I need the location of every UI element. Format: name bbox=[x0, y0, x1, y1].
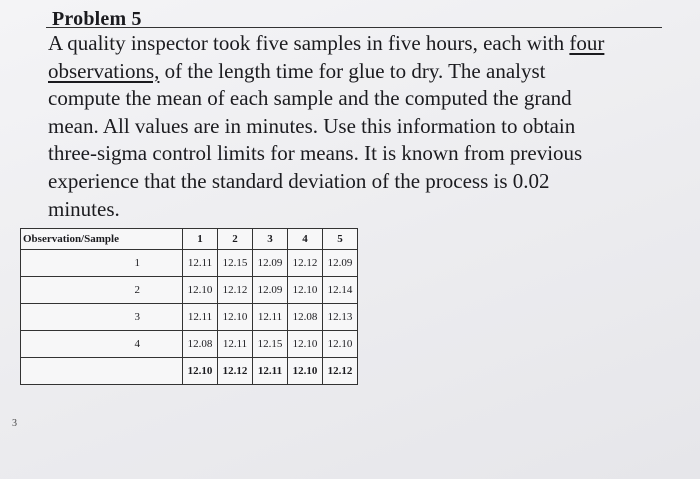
table-cell: 12.13 bbox=[323, 304, 358, 331]
statement-line: A quality inspector took five samples in five hours, each with four bbox=[48, 31, 605, 55]
table-cell: 12.09 bbox=[253, 277, 288, 304]
observations-table bbox=[20, 228, 358, 385]
statement-line: compute the mean of each sample and the computed the grand bbox=[48, 86, 572, 111]
table-cell: 12.10 bbox=[288, 358, 323, 385]
table-header-cell: 5 bbox=[323, 229, 358, 250]
statement-line: mean. All values are in minutes. Use this information to obtain bbox=[48, 113, 576, 138]
table-header-cell: 1 bbox=[183, 229, 218, 250]
table-cell: 12.15 bbox=[218, 250, 253, 277]
table-cell: 12.10 bbox=[288, 331, 323, 358]
table-cell: 12.11 bbox=[183, 304, 218, 331]
table-row bbox=[21, 277, 358, 304]
table-cell: 12.10 bbox=[218, 304, 253, 331]
table-header-cell: 2 bbox=[218, 229, 253, 250]
table-header-cell: 3 bbox=[253, 229, 288, 250]
table-cell: 12.08 bbox=[288, 304, 323, 331]
table-cell: 12.15 bbox=[253, 331, 288, 358]
problem-statement bbox=[48, 30, 670, 223]
table-header-row bbox=[21, 229, 358, 250]
table-cell: 12.12 bbox=[323, 358, 358, 385]
table-cell: 12.11 bbox=[218, 331, 253, 358]
table-cell: 12.11 bbox=[253, 304, 288, 331]
statement-line: observations, of the length time for glue to dry. The analyst bbox=[48, 58, 546, 83]
table-row bbox=[21, 331, 358, 358]
table-row bbox=[21, 250, 358, 277]
table-cell: 3 bbox=[21, 304, 183, 331]
table-row bbox=[21, 358, 358, 385]
table-cell: 12.11 bbox=[183, 250, 218, 277]
table-cell bbox=[21, 358, 183, 385]
table-cell: 12.10 bbox=[183, 277, 218, 304]
statement-line: three-sigma control limits for means. It is known from previous bbox=[48, 141, 583, 166]
table-header-cell: Observation/Sample bbox=[21, 229, 183, 250]
table-cell: 12.11 bbox=[253, 358, 288, 385]
problem-title: Problem 5 bbox=[52, 8, 142, 30]
table-cell: 12.09 bbox=[323, 250, 358, 277]
table-cell: 12.10 bbox=[183, 358, 218, 385]
table-cell: 4 bbox=[21, 331, 183, 358]
table-cell: 12.12 bbox=[288, 250, 323, 277]
table-cell: 12.14 bbox=[323, 277, 358, 304]
statement-line: minutes. bbox=[48, 196, 120, 221]
statement-line: experience that the standard deviation of the process is 0.02 bbox=[48, 168, 550, 193]
table-cell: 12.12 bbox=[218, 277, 253, 304]
title-underline bbox=[46, 27, 662, 28]
table-cell: 12.08 bbox=[183, 331, 218, 358]
table-cell: 2 bbox=[21, 277, 183, 304]
table-cell: 12.10 bbox=[288, 277, 323, 304]
page-number: 3 bbox=[12, 418, 17, 429]
table-cell: 1 bbox=[21, 250, 183, 277]
table-row bbox=[21, 304, 358, 331]
table-cell: 12.09 bbox=[253, 250, 288, 277]
table-header-cell: 4 bbox=[288, 229, 323, 250]
table-cell: 12.10 bbox=[323, 331, 358, 358]
table-cell: 12.12 bbox=[218, 358, 253, 385]
